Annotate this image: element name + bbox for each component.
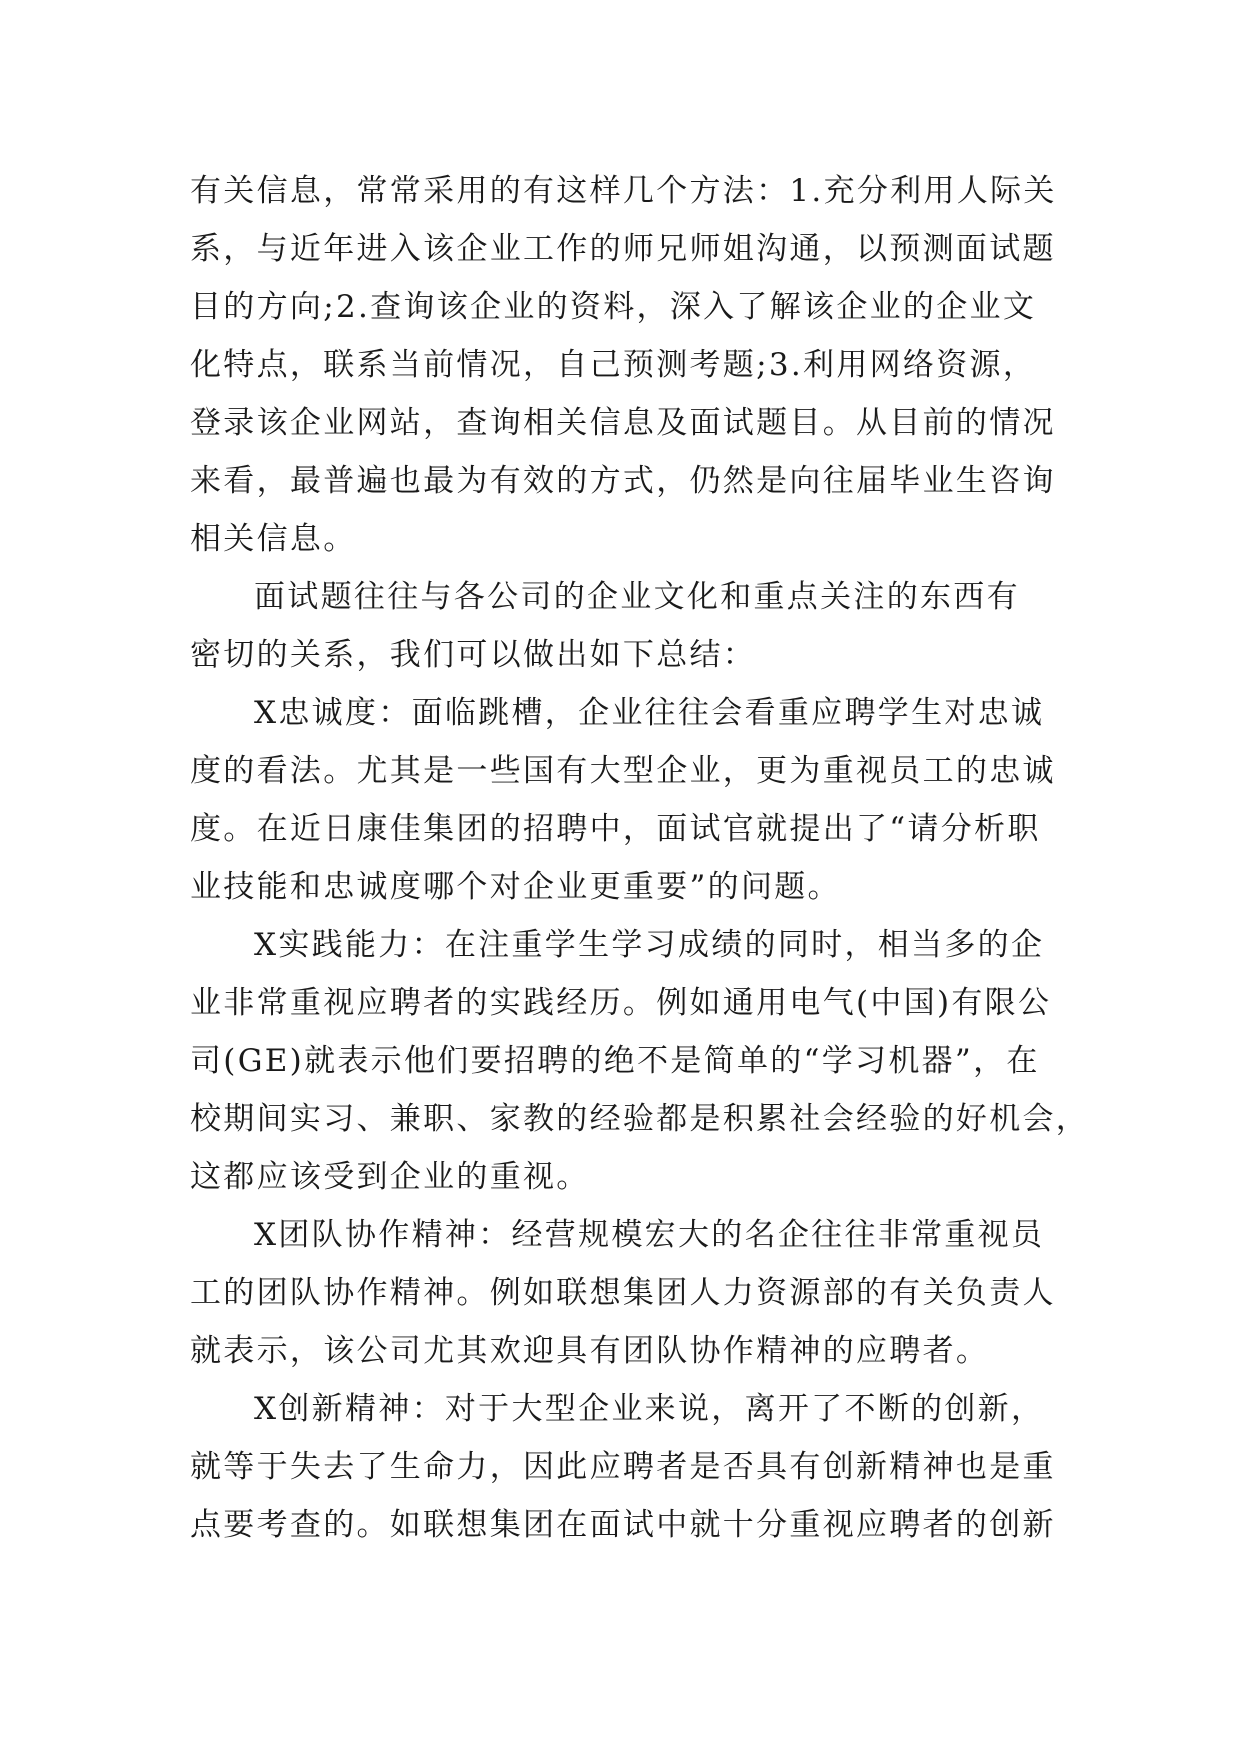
text-line: 系，与近年进入该企业工作的师兄师姐沟通，以预测面试题 [190,231,1056,267]
text-line: 就表示，该公司尤其欢迎具有团队协作精神的应聘者。 [190,1333,990,1369]
text-line: X忠诚度：面临跳槽，企业往往会看重应聘学生对忠诚 [254,695,1045,731]
text-line: 密切的关系，我们可以做出如下总结： [190,637,757,673]
document-body [190,162,1090,1554]
text-line: 校期间实习、兼职、家教的经验都是积累社会经验的好机会， [190,1101,1090,1137]
text-line: 司(GE)就表示他们要招聘的绝不是简单的“学习机器”，在 [190,1043,1040,1079]
text-line: 业非常重视应聘者的实践经历。例如通用电气(中国)有限公 [190,985,1052,1021]
text-line: 登录该企业网站，查询相关信息及面试题目。从目前的情况 [190,405,1056,441]
text-line: 业技能和忠诚度哪个对企业更重要”的问题。 [190,869,841,905]
text-line: X实践能力：在注重学生学习成绩的同时，相当多的企 [254,927,1045,963]
text-line: 这都应该受到企业的重视。 [190,1159,590,1195]
text-line: 来看，最普遍也最为有效的方式，仍然是向往届毕业生咨询 [190,463,1056,499]
text-line: 化特点，联系当前情况，自己预测考题;3.利用网络资源， [190,347,1037,383]
text-line: X创新精神：对于大型企业来说，离开了不断的创新， [254,1391,1045,1427]
text-line: 面试题往往与各公司的企业文化和重点关注的东西有 [254,579,1020,615]
text-line: 相关信息。 [190,521,357,557]
text-line: 有关信息，常常采用的有这样几个方法：1.充分利用人际关 [190,173,1057,209]
text-line: 工的团队协作精神。例如联想集团人力资源部的有关负责人 [190,1275,1056,1311]
text-line: 度。在近日康佳集团的招聘中，面试官就提出了“请分析职 [190,811,1041,847]
text-line: 就等于失去了生命力，因此应聘者是否具有创新精神也是重 [190,1449,1056,1485]
text-line: 度的看法。尤其是一些国有大型企业，更为重视员工的忠诚 [190,753,1056,789]
text-line: 目的方向;2.查询该企业的资料，深入了解该企业的企业文 [190,289,1037,325]
text-line: X团队协作精神：经营规模宏大的名企往往非常重视员 [254,1217,1045,1253]
text-line: 点要考查的。如联想集团在面试中就十分重视应聘者的创新 [190,1507,1056,1543]
